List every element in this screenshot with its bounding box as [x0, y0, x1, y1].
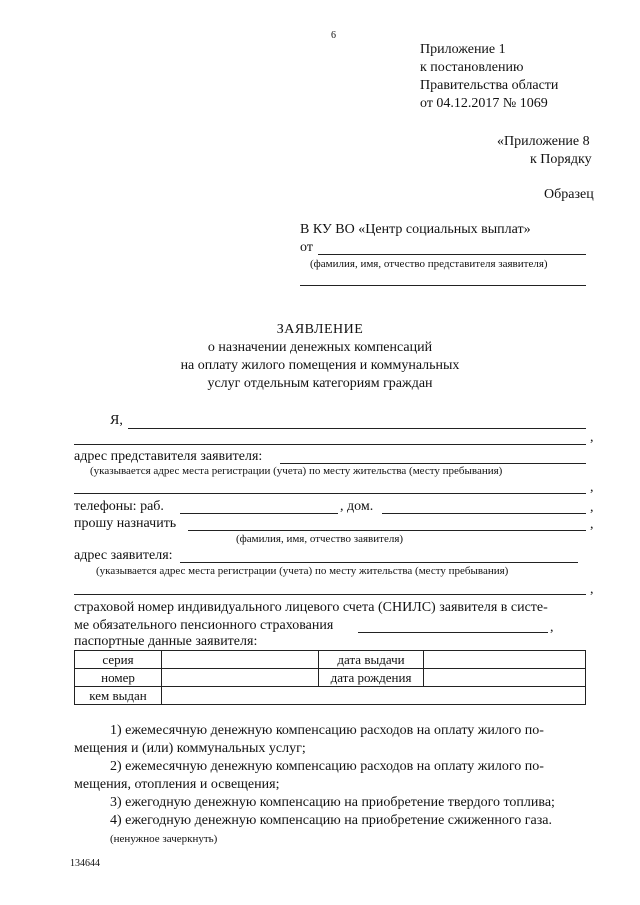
comma-5: ,: [590, 582, 594, 597]
page-number: 6: [331, 30, 336, 41]
appendix8-line1: «Приложение 8: [497, 134, 590, 149]
applicant-address-line-2[interactable]: [74, 594, 586, 595]
option-2-line1[interactable]: 2) ежемесячную денежную компенсацию расходов на оплату жилого по-: [110, 759, 544, 774]
option-2-line2[interactable]: мещения, отопления и освещения;: [74, 777, 280, 792]
appendix1-line2: к постановлению: [420, 60, 524, 75]
birth-date-label: дата рождения: [319, 669, 424, 687]
applicant-address-line[interactable]: [180, 562, 578, 563]
title-line3: на оплату жилого помещения и коммунальных: [180, 358, 460, 373]
snils-line[interactable]: [358, 632, 548, 633]
birth-date-cell[interactable]: [424, 669, 586, 687]
appendix1-line3: Правительства области: [420, 78, 559, 93]
table-row: [75, 687, 586, 705]
comma-1: ,: [590, 430, 594, 445]
issued-by-cell[interactable]: [162, 687, 586, 705]
fio-hint: (фамилия, имя, отчество заявителя): [236, 533, 404, 545]
from-fill-line[interactable]: [318, 254, 586, 255]
issue-date-cell[interactable]: [424, 651, 586, 669]
addressee-from-label: от: [300, 240, 313, 255]
applicant-name-line-2[interactable]: [74, 444, 586, 445]
from-fill-line-2[interactable]: [300, 285, 586, 286]
option-1-line2[interactable]: мещения и (или) коммунальных услуг;: [74, 741, 306, 756]
request-label: прошу назначить: [74, 516, 177, 531]
series-cell[interactable]: [162, 651, 319, 669]
option-4[interactable]: 4) ежегодную денежную компенсацию на приобретение сжиженного газа.: [110, 813, 552, 828]
option-3[interactable]: 3) ежегодную денежную компенсацию на приобретение твердого топлива;: [110, 795, 555, 810]
table-row: [75, 669, 586, 687]
rep-address-line-2[interactable]: [74, 493, 586, 494]
applicant-address-label: адрес заявителя:: [74, 548, 173, 563]
home-phone-label: , дом.: [340, 499, 374, 514]
work-phone-line[interactable]: [180, 513, 338, 514]
phones-label: телефоны: раб.: [74, 499, 164, 514]
comma-6: ,: [550, 620, 554, 635]
comma-4: ,: [590, 517, 594, 532]
passport-table: [74, 650, 586, 705]
rep-address-hint: (указывается адрес места регистрации (учета) по месту жительства (месту пребывания): [90, 465, 503, 477]
comma-3: ,: [590, 500, 594, 515]
appendix1-line4: от 04.12.2017 № 1069: [420, 96, 548, 111]
rep-address-line[interactable]: [280, 463, 586, 464]
number-cell[interactable]: [162, 669, 319, 687]
option-1-line1[interactable]: 1) ежемесячную денежную компенсацию расходов на оплату жилого по-: [110, 723, 544, 738]
addressee-to: В КУ ВО «Центр социальных выплат»: [300, 222, 531, 237]
home-phone-line[interactable]: [382, 513, 586, 514]
footer-code: 134644: [70, 858, 100, 869]
comma-2: ,: [590, 480, 594, 495]
document-title: ЗАЯВЛЕНИЕ: [276, 322, 364, 337]
applicant-name-line[interactable]: [128, 428, 586, 429]
strike-note: (ненужное зачеркнуть): [110, 833, 218, 845]
applicant-address-hint: (указывается адрес места регистрации (учета) по месту жительства (месту пребывания): [96, 565, 509, 577]
from-hint: (фамилия, имя, отчество представителя заявителя): [310, 258, 548, 270]
snils-line2: ме обязательного пенсионного страхования: [74, 618, 334, 633]
snils-line1: страховой номер индивидуального лицевого счета (СНИЛС) заявителя в систе-: [74, 600, 548, 615]
table-row: [75, 651, 586, 669]
rep-address-label: адрес представителя заявителя:: [74, 449, 263, 464]
number-label: номер: [75, 669, 162, 687]
passport-label: паспортные данные заявителя:: [74, 634, 258, 649]
sample-label: Образец: [544, 187, 594, 202]
i-label: Я,: [110, 413, 123, 428]
appendix8-line2: к Порядку: [530, 152, 592, 167]
title-line4: услуг отдельным категориям граждан: [207, 376, 433, 391]
issued-by-label: кем выдан: [75, 687, 162, 705]
applicant-fio-line[interactable]: [188, 530, 586, 531]
title-line2: о назначении денежных компенсаций: [207, 340, 433, 355]
series-label: серия: [75, 651, 162, 669]
appendix1-line1: Приложение 1: [420, 42, 506, 57]
issue-date-label: дата выдачи: [319, 651, 424, 669]
